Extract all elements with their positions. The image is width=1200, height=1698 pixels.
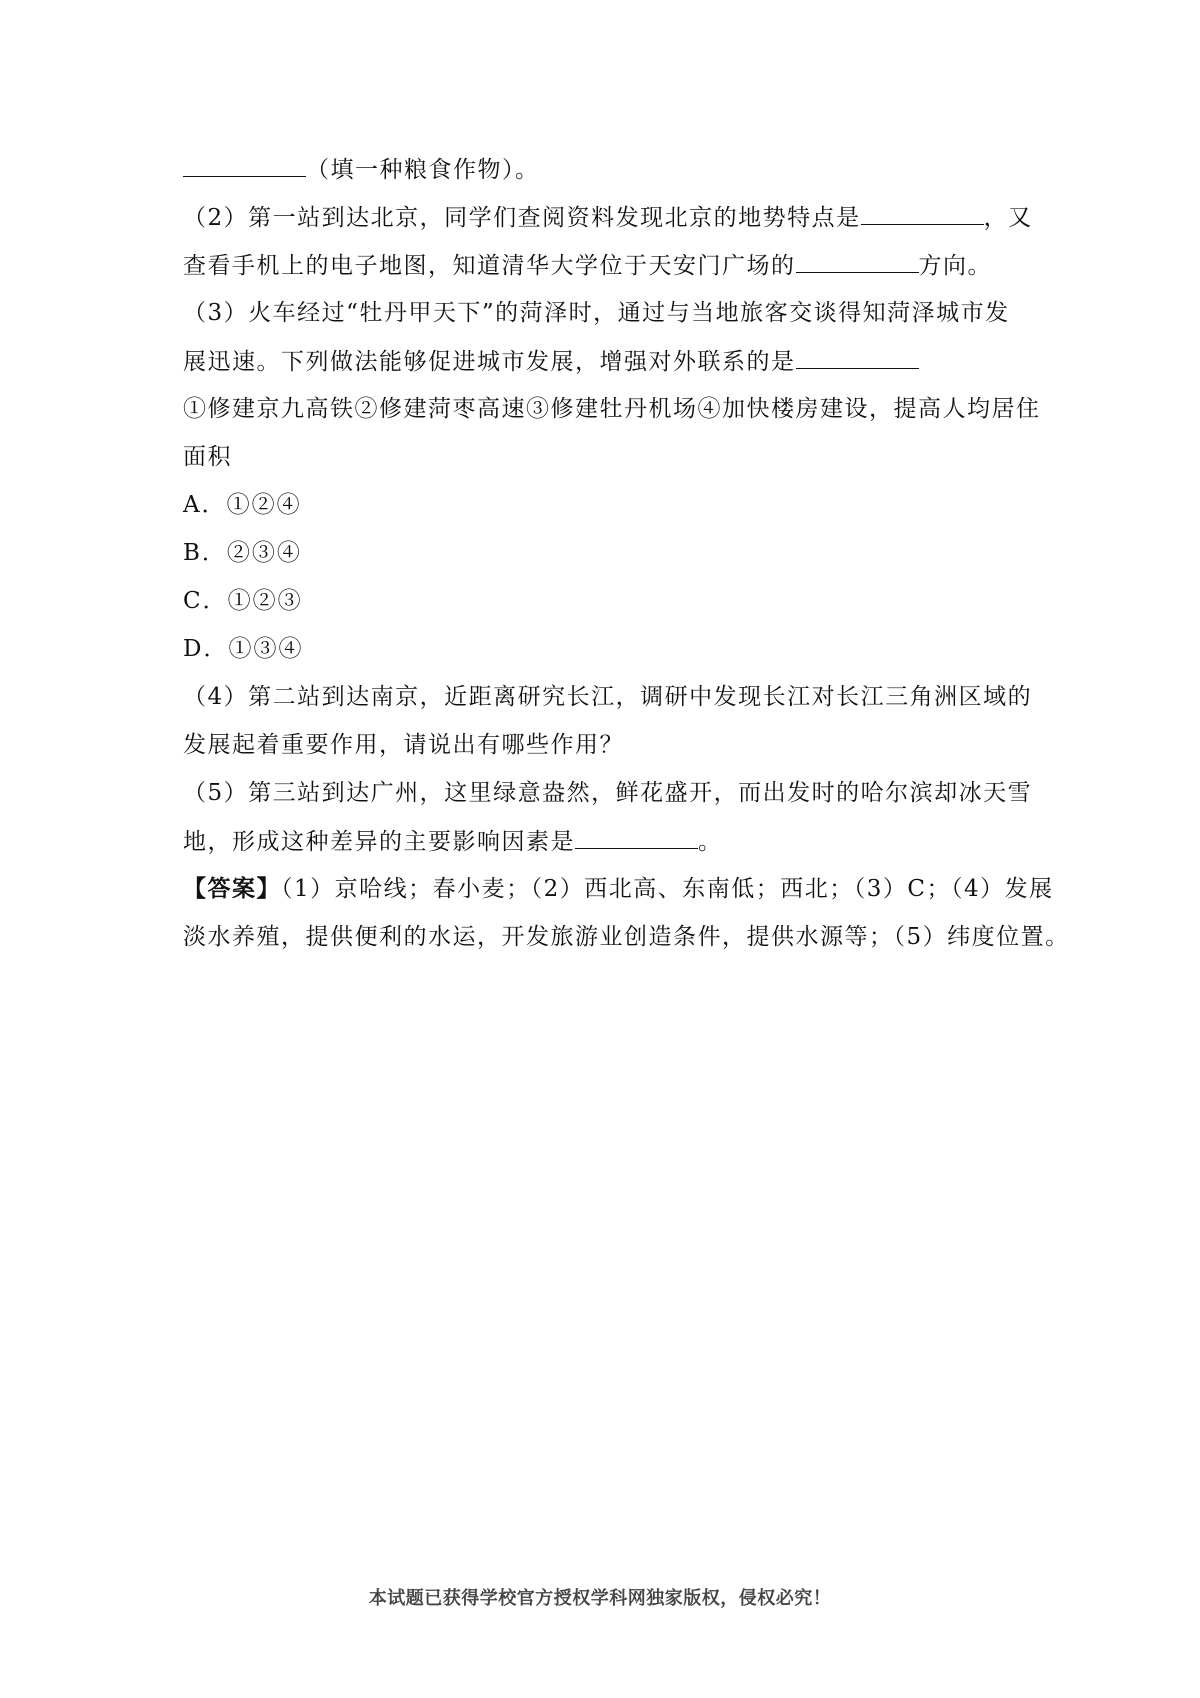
- q5-line-2: [183, 824, 1028, 859]
- q5-text: 地，形成这种差异的主要影响因素是: [183, 829, 575, 855]
- answer-blank: [861, 200, 984, 225]
- q3-text: 展迅速。下列做法能够促进城市发展，增强对外联系的是: [183, 349, 796, 375]
- q1-tail-text: （填一种粮食作物）。: [306, 157, 540, 183]
- q2-text: 方向。: [918, 253, 992, 279]
- q4-line-1: （4）第二站到达南京，近距离研究长江，调研中发现长江对长江三角洲区域的: [183, 684, 1033, 710]
- q3-option-a: A．①②④: [183, 492, 302, 518]
- answer-blank: [183, 152, 306, 177]
- q2-line-1: [183, 200, 1033, 235]
- q3-option-d: D．①③④: [183, 636, 304, 662]
- answer-label: 【答案】: [183, 875, 281, 902]
- q1-tail-line: [183, 152, 1028, 187]
- q3-statements-line-1: ①修建京九高铁②修建菏枣高速③修建牡丹机场④加快楼房建设，提高人均居住: [183, 396, 1041, 422]
- answer-text: （1）京哈线；春小麦；（2）西北高、东南低；西北；（3）C；（4）发展: [281, 876, 1054, 902]
- q3-line-2: [183, 344, 1028, 379]
- q5-text: 。: [698, 829, 723, 855]
- q4-line-2: 发展起着重要作用，请说出有哪些作用？: [183, 732, 624, 758]
- q5-line-1: （5）第三站到达广州，这里绿意盎然，鲜花盛开，而出发时的哈尔滨却冰天雪: [183, 780, 1033, 806]
- q3-line-1: （3）火车经过“牡丹甲天下”的菏泽时，通过与当地旅客交谈得知菏泽城市发: [183, 300, 1010, 326]
- q2-text: 查看手机上的电子地图，知道清华大学位于天安门广场的: [183, 253, 796, 279]
- answer-line-2: 淡水养殖，提供便利的水运，开发旅游业创造条件，提供水源等；（5）纬度位置。: [183, 924, 1070, 950]
- answer-line-1: [183, 872, 1054, 906]
- copyright-footer: 本试题已获得学校官方授权学科网独家版权，侵权必究！: [368, 1588, 832, 1609]
- q3-statements-line-2: 面积: [183, 444, 232, 470]
- q3-option-c: C．①②③: [183, 588, 303, 614]
- answer-blank: [796, 344, 919, 369]
- answer-blank: [575, 824, 698, 849]
- q2-text: ，又: [983, 205, 1033, 231]
- q2-line-2: [183, 248, 1028, 283]
- q3-option-b: B．②③④: [183, 540, 302, 566]
- q2-text: （2）第一站到达北京，同学们查阅资料发现北京的地势特点是: [183, 205, 861, 231]
- answer-blank: [796, 248, 919, 273]
